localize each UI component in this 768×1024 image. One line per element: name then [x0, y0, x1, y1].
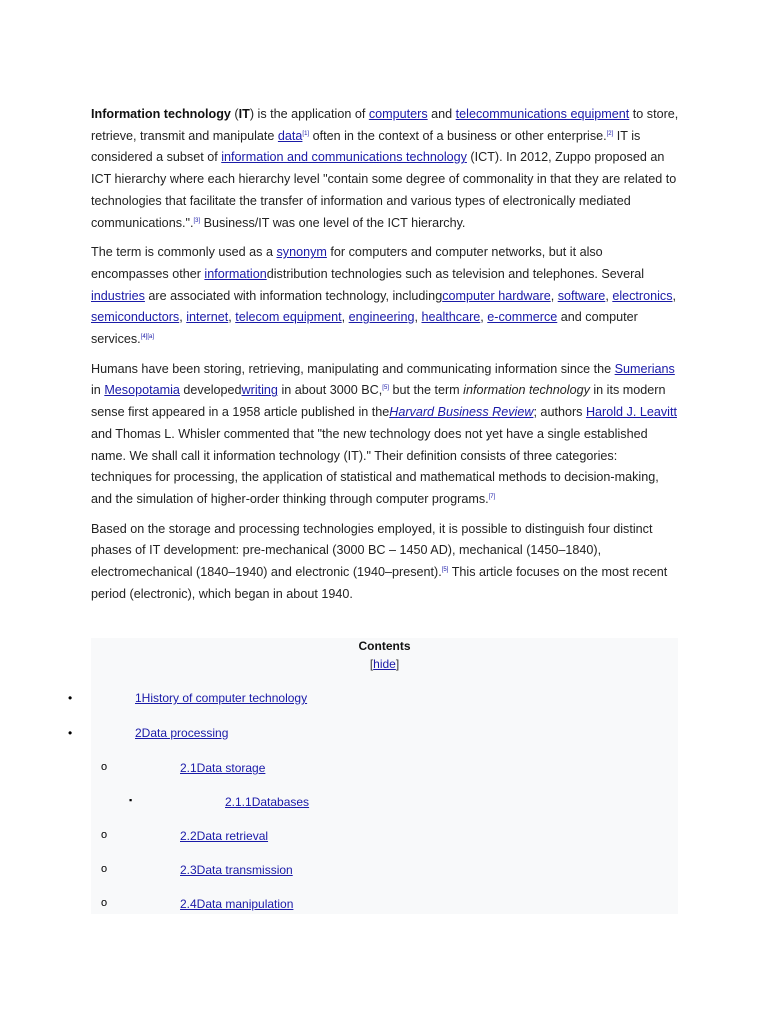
- separator: ,: [228, 310, 236, 325]
- toc-bullet: o: [101, 761, 108, 773]
- toc-item-databases[interactable]: 2.1.1Databases: [225, 795, 310, 809]
- toc-bullet: ▪: [129, 795, 133, 805]
- text: This article focuses on the most recent period (electronic), which began in about 1940.: [91, 565, 668, 601]
- link-healthcare[interactable]: healthcare: [421, 310, 481, 325]
- bracket: ]: [395, 657, 400, 671]
- separator: ,: [550, 288, 558, 303]
- text: (: [230, 107, 239, 121]
- link-engineering[interactable]: engineering: [348, 310, 415, 325]
- toc-item-data-retrieval[interactable]: 2.2Data retrieval: [180, 829, 269, 843]
- article-body: [91, 104, 681, 613]
- citation-link[interactable]: [5]: [441, 567, 449, 574]
- text: and Thomas L. Whisler commented that "the new technology does not yet have a single established name. We shall call it information technology (IT)." Their definition consists of three categories: techniques for processing, the application of statistical and mathematical methods to decision-making, and the simulation of higher-order thinking through computer programs.: [91, 426, 659, 506]
- text: in its modern sense first appeared in a 1958 article published in the: [91, 383, 666, 420]
- italic-term: information technology: [463, 383, 590, 398]
- citation-link[interactable]: [4][a]: [140, 334, 155, 341]
- toc-item-data-transmission[interactable]: 2.3Data transmission: [180, 863, 293, 877]
- link-harvard-business-review[interactable]: Harvard Business Review: [389, 405, 534, 420]
- link-harold-leavitt[interactable]: Harold J. Leavitt: [585, 405, 677, 420]
- link-information[interactable]: information: [204, 266, 267, 281]
- text: often in the context of a business or other enterprise.: [309, 128, 607, 143]
- toc-item-data-manipulation[interactable]: 2.4Data manipulation: [180, 897, 294, 911]
- toc-bullet: o: [101, 829, 108, 841]
- bold-term: IT: [238, 107, 250, 121]
- citation-link[interactable]: [7]: [488, 493, 496, 500]
- separator: ,: [179, 310, 187, 325]
- citation-link[interactable]: [5]: [382, 385, 389, 392]
- separator: ,: [414, 310, 422, 325]
- citation-link[interactable]: [3]: [193, 217, 201, 224]
- text: IT is considered a subset of: [91, 128, 641, 165]
- text: ; authors: [533, 405, 586, 420]
- toc-bullet: •: [68, 691, 73, 705]
- text: Business/IT was one level of the ICT hierarchy.: [200, 215, 466, 230]
- toc-title: Contents: [358, 639, 411, 653]
- toc-bullet: o: [101, 897, 108, 909]
- link-telecom-equipment[interactable]: telecom equipment: [235, 310, 342, 325]
- link-internet[interactable]: internet: [186, 310, 229, 325]
- link-computer-hardware[interactable]: computer hardware: [442, 288, 551, 303]
- link-sumerians[interactable]: Sumerians: [614, 361, 675, 376]
- paragraph-phases: [91, 519, 681, 606]
- link-mesopotamia[interactable]: Mesopotamia: [104, 383, 180, 398]
- text: (ICT). In 2012, Zuppo proposed an ICT hierarchy where each hierarchy level "contain some degree of commonality in that they are related to technologies that facilitate the transfer of information and various types of electronically mediated communications.".: [91, 150, 677, 230]
- paragraph-history: [91, 359, 681, 511]
- text: and computer services.: [91, 310, 638, 347]
- text: and: [427, 107, 456, 121]
- text: Humans have been storing, retrieving, manipulating and communicating information since the: [91, 361, 615, 376]
- separator: ,: [605, 288, 613, 303]
- text: ) is the application of: [249, 107, 369, 121]
- text: distribution technologies such as television and telephones. Several: [266, 266, 645, 281]
- bold-term: Information technology: [91, 107, 231, 121]
- text: in: [91, 383, 105, 398]
- link-software[interactable]: software: [557, 288, 606, 303]
- toc-item-data-processing[interactable]: 2Data processing: [135, 726, 229, 740]
- text: in about 3000 BC,: [277, 383, 383, 398]
- toc-bullet: o: [101, 863, 108, 875]
- link-computers[interactable]: computers: [368, 107, 428, 121]
- link-synonym[interactable]: synonym: [276, 245, 327, 260]
- toc-item-history[interactable]: 1History of computer technology: [135, 691, 308, 705]
- toc-hide-link[interactable]: hide: [373, 657, 396, 671]
- link-writing[interactable]: writing: [241, 383, 278, 398]
- text: The term is commonly used as a: [91, 245, 277, 260]
- text: for computers and computer networks, but it also encompasses other: [91, 245, 603, 281]
- toc-bullet: •: [68, 726, 73, 740]
- text: Based on the storage and processing technologies employed, it is possible to distinguish four distinct phases of IT development: pre-mechanical (3000 BC – 1450 AD), mechanical (1450–1840), electromechanical (1840–1940) and electronic (1940–present).: [91, 521, 653, 580]
- citation-link[interactable]: [2]: [606, 130, 614, 137]
- link-ict[interactable]: information and communications technology: [221, 150, 467, 165]
- separator: ,: [480, 310, 488, 325]
- paragraph-term: [91, 242, 681, 351]
- link-industries[interactable]: industries: [91, 288, 145, 303]
- link-electronics[interactable]: electronics: [612, 288, 673, 303]
- link-data[interactable]: data: [277, 128, 303, 143]
- separator: ,: [672, 288, 677, 303]
- link-telecommunications-equipment[interactable]: telecommunications equipment: [455, 107, 630, 121]
- text: to store, retrieve, transmit and manipulate: [91, 107, 679, 143]
- link-e-commerce[interactable]: e-commerce: [487, 310, 558, 325]
- text: developed: [179, 383, 242, 398]
- citation-link[interactable]: [1]: [302, 130, 310, 137]
- separator: ,: [341, 310, 349, 325]
- text: are associated with information technology, including: [144, 288, 443, 303]
- bracket: [: [369, 657, 374, 671]
- toc-item-data-storage[interactable]: 2.1Data storage: [180, 761, 266, 775]
- toc-hide-control: [91, 657, 678, 671]
- paragraph-intro: [91, 104, 681, 234]
- text: but the term: [388, 383, 464, 398]
- link-semiconductors[interactable]: semiconductors: [91, 310, 180, 325]
